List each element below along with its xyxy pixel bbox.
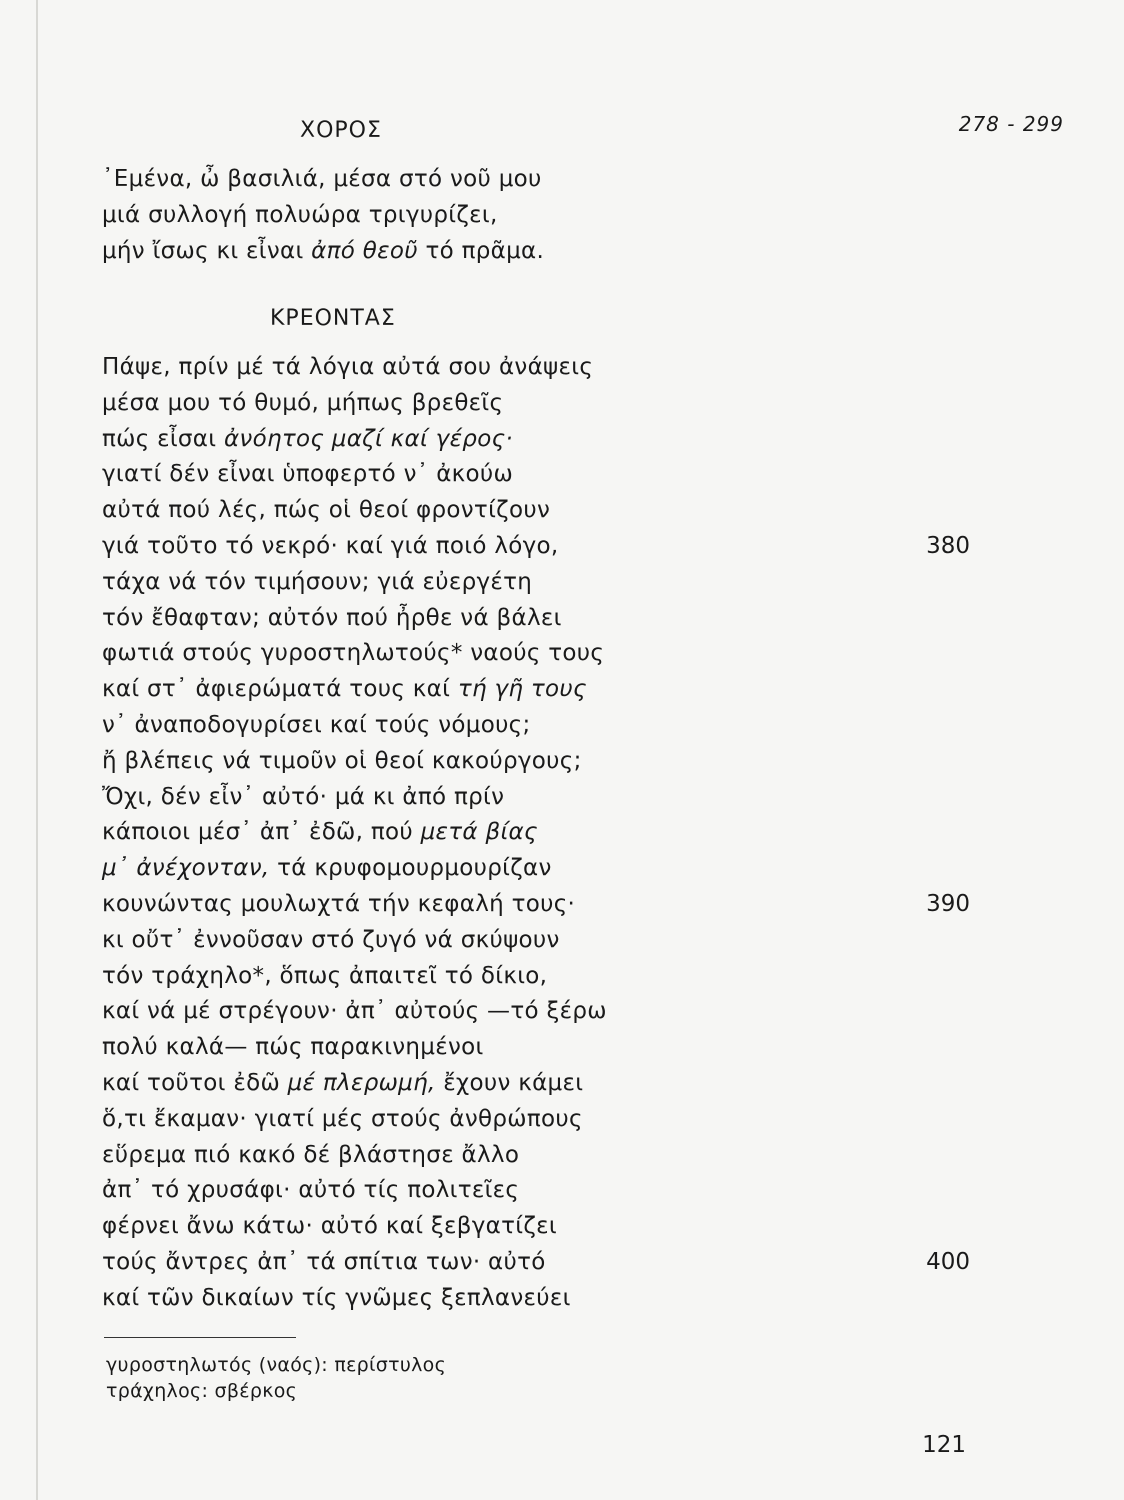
verse-text: τό πρᾶμα. <box>417 238 545 264</box>
page-number: 121 <box>922 1432 966 1458</box>
footnote-2: τράχηλος: σβέρκος <box>106 1380 298 1402</box>
verse-text: τόν τράχηλο*, ὅπως ἀπαιτεῖ τό δίκιο, <box>102 962 548 989</box>
verse-text: αὐτά πού λές, πώς οἱ θεοί φροντίζουν <box>102 497 551 524</box>
speaker-chorus: ΧΟΡΟΣ <box>300 118 382 143</box>
page-edge-shadow <box>36 0 38 1500</box>
footnote-rule <box>104 1337 296 1338</box>
verse-line <box>102 533 559 559</box>
verse-line <box>102 1106 583 1132</box>
verse-text: ᾿Εμένα, ὦ βασιλιά, μέσα στό νοῦ μου <box>102 166 542 192</box>
verse-text: Ὄχι, δέν εἶν᾿ αὐτό· μά κι ἀπό πρίν <box>102 783 505 810</box>
verse-italic-text: τή γῆ τους <box>457 676 587 703</box>
verse-text: ν᾿ ἀναποδογυρίσει καί τούς νόμους; <box>102 712 531 738</box>
verse-text: φωτιά στούς γυροστηλωτούς* ναούς τους <box>102 640 605 667</box>
verse-text: τάχα νά τόν τιμήσουν; γιά εὐεργέτη <box>102 568 533 595</box>
verse-text: ἀπ᾿ τό χρυσάφι· αὐτό τίς πολιτεῖες <box>102 1177 520 1204</box>
verse-line <box>102 640 604 666</box>
verse-text: καί τῶν δικαίων τίς γνῶμες ξεπλανεύει <box>102 1284 571 1311</box>
verse-text: εὕρεμα πιό κακό δέ βλάστησε ἄλλο <box>102 1141 520 1168</box>
verse-text: μήν ἴσως κι εἶναι <box>102 238 312 264</box>
verse-italic-text: ἀνόητος μαζί καί γέρος· <box>223 425 513 452</box>
verse-line <box>102 497 550 523</box>
verse-text: τούς ἄντρες ἀπ᾿ τά σπίτια των· αὐτό <box>102 1249 546 1275</box>
verse-line <box>102 166 542 192</box>
verse-line <box>102 891 575 917</box>
line-number: 380 <box>926 533 970 559</box>
verse-line <box>102 1249 546 1275</box>
verse-text: ἤ βλέπεις νά τιμοῦν οἱ θεοί κακούργους; <box>102 747 582 774</box>
verse-text: Πάψε, πρίν μέ τά λόγια αὐτά σου ἀνάψεις <box>102 354 594 380</box>
verse-text: φέρνει ἄνω κάτω· αὐτό καί ξεβγατίζει <box>102 1213 557 1240</box>
verse-text: καί στ᾿ ἀφιερώματά τους καί <box>102 676 458 703</box>
verse-line <box>102 784 504 810</box>
line-number: 400 <box>926 1249 970 1275</box>
verse-italic-text: μέ πλερωμή, <box>287 1070 436 1096</box>
verse-line <box>102 426 513 452</box>
verse-line <box>102 1213 557 1239</box>
verse-text: πώς εἶσαι <box>102 425 224 452</box>
verse-line <box>102 676 587 702</box>
verse-line <box>102 927 560 953</box>
verse-italic-text: μετά βίας <box>420 819 538 846</box>
verse-text: ὅ,τι ἔκαμαν· γιατί μές στούς ἀνθρώπους <box>102 1105 583 1132</box>
verse-italic-text: μ᾿ ἀνέχονταν, <box>102 855 270 882</box>
verse-line <box>102 354 593 380</box>
verse-line <box>102 390 503 416</box>
verse-text: καί τοῦτοι ἐδῶ <box>102 1070 288 1096</box>
verse-text: τόν ἔθαφταν; αὐτόν πού ἦρθε νά βάλει <box>102 604 562 631</box>
verse-italic-text: ἀπό θεοῦ <box>311 238 418 264</box>
verse-text: τά κρυφομουρμουρίζαν <box>269 855 552 882</box>
verse-text: κι οὔτ᾿ ἐννοῦσαν στό ζυγό νά σκύψουν <box>102 926 560 953</box>
verse-line <box>102 202 498 228</box>
verse-text: κουνώντας μουλωχτά τήν κεφαλή τους· <box>102 891 576 917</box>
verse-text: μιά συλλογή πολυώρα τριγυρίζει, <box>102 202 498 228</box>
verse-line <box>102 748 582 774</box>
verse-text: γιατί δέν εἶναι ὑποφερτό ν᾿ ἀκούω <box>102 461 514 488</box>
verse-line <box>102 461 513 487</box>
verse-line <box>102 712 531 738</box>
verse-text: μέσα μου τό θυμό, μήπως βρεθεῖς <box>102 389 504 416</box>
verse-line <box>102 1285 571 1311</box>
verse-line <box>102 1070 583 1096</box>
verse-line <box>102 238 544 264</box>
verse-text: κάποιοι μέσ᾿ ἀπ᾿ ἐδῶ, πού <box>102 819 421 846</box>
verse-line <box>102 1142 519 1168</box>
verse-line <box>102 855 552 881</box>
verse-line <box>102 819 538 845</box>
verse-line <box>102 605 562 631</box>
verse-text: γιά τοῦτο τό νεκρό· καί γιά ποιό λόγο, <box>102 533 559 559</box>
line-number: 390 <box>926 891 970 917</box>
verse-line <box>102 1034 484 1060</box>
verse-text: ἔχουν κάμει <box>435 1070 584 1096</box>
footnote-1: γυροστηλωτός (ναός): περίστυλος <box>106 1354 447 1376</box>
verse-text: καί νά μέ στρέγουν· ἀπ᾿ αὐτούς —τό ξέρω <box>102 998 607 1025</box>
verse-line <box>102 998 607 1024</box>
verse-line <box>102 569 532 595</box>
verse-line <box>102 963 547 989</box>
speaker-creon: ΚΡΕΟΝΤΑΣ <box>270 306 396 331</box>
verse-text: πολύ καλά— πώς παρακινημένοι <box>102 1034 484 1061</box>
verse-line <box>102 1177 519 1203</box>
verse-range: 278 - 299 <box>958 112 1064 136</box>
